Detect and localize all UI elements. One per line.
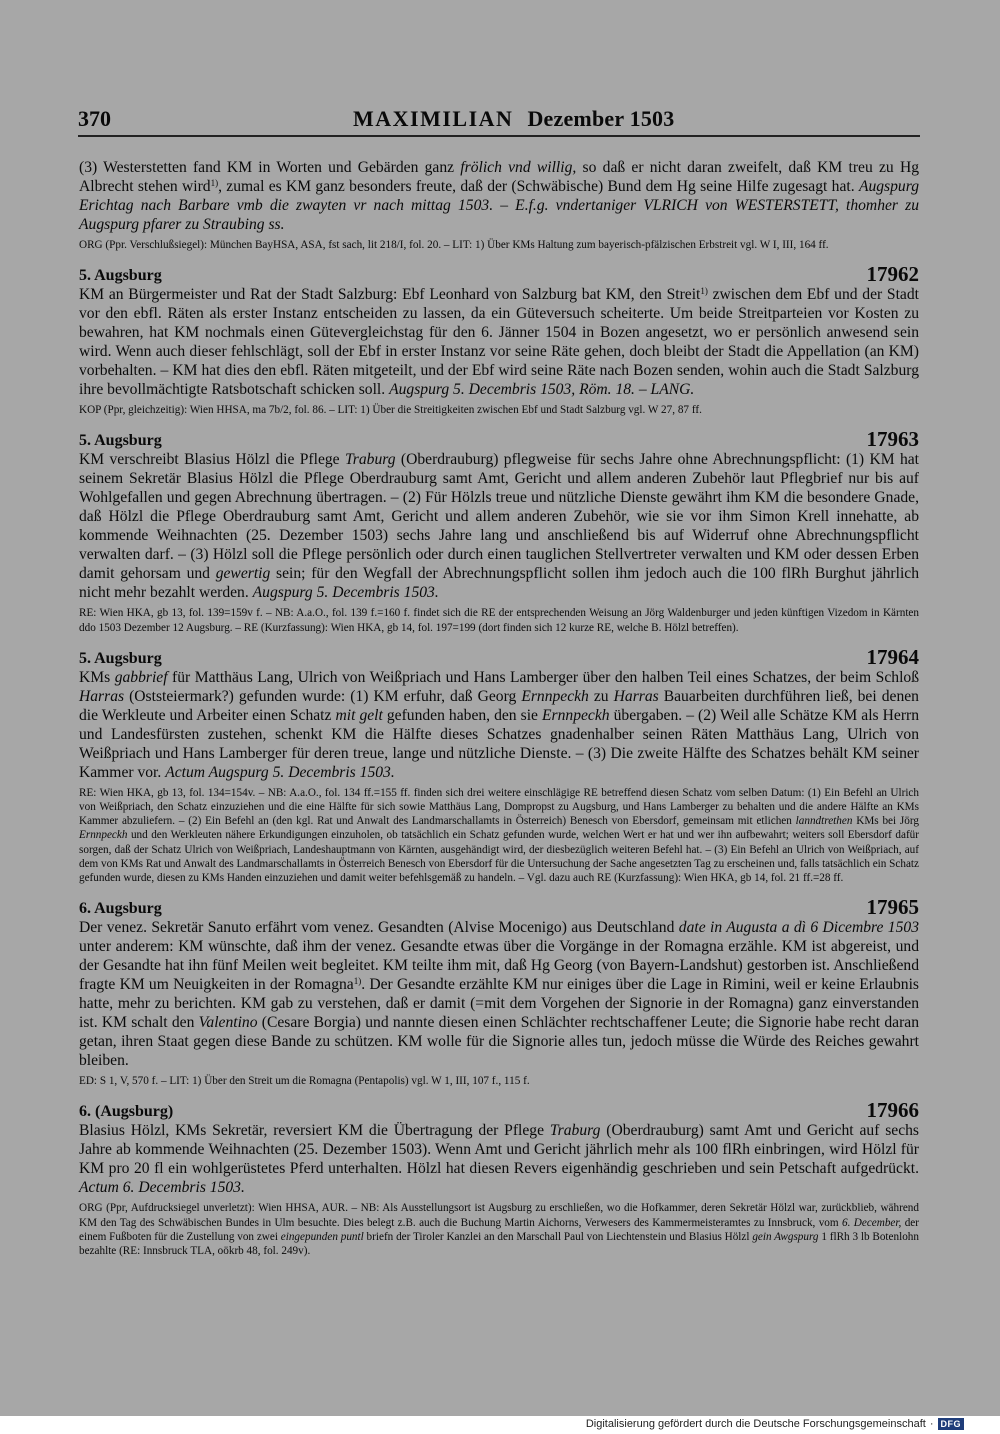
- text-run: (3) Westerstetten fand KM in Worten und Gebärden ganz: [79, 159, 455, 176]
- text-run: Blasius Hölzl, KMs Sekretär, reversiert KM die Übertragung der Pflege: [79, 1122, 545, 1140]
- italic-run: date in Augusta a dì 6 Dicembre 1503: [678, 919, 919, 937]
- entry-number: 17964: [866, 644, 919, 669]
- entry-number: 17962: [866, 262, 919, 287]
- entry-place: 6. (Augsburg): [79, 1103, 174, 1121]
- text-run: , zumal es KM ganz besonders freute, daß der (Schwäbische) Bund dem Hg seine Hilfe zugesagt hat.: [218, 178, 855, 195]
- entry-number: 17965: [866, 895, 919, 920]
- intro-entry: [79, 158, 919, 252]
- entry-text: [79, 668, 919, 782]
- text-run: so daß er nicht daran zweifelt, daß KM treu zu Hg Albrecht stehen wird: [79, 159, 919, 195]
- text-run: der einem Fußboten für die Zustellung von zwei: [79, 1216, 919, 1243]
- entry-head: [79, 429, 919, 450]
- entry-note: RE: Wien HKA, gb 13, fol. 139=159v f. – NB: A.a.O., fol. 139 f.=160 f. findet sich die RE der entsprechenden Weisung an Jörg Waldenburger und jeden künftigen Vizedom in Kärnten ddo 1503 Dezember 12 Augsburg. – RE (Kurzfassung): Wien HKA, gb 14, fol. 197=199 (dort finden sich 12 kurze RE, welche B. Hölzl betreffen).: [79, 607, 919, 634]
- text-run: KMs: [79, 668, 111, 686]
- italic-run: frölich vnd willig,: [460, 159, 577, 176]
- italic-run: Augspurg 5. Decembris 1503.: [252, 584, 439, 602]
- entry-note: [79, 786, 919, 885]
- page-content: [79, 158, 919, 1258]
- text-run: und den Werkleuten nähere Erkundigungen einzuholen, ob tatsächlich ein Schatz gefunden wurde, welchen Wert er hat und wer ihn aufbewahrt; weiters soll Ebersdorf dafür sorgen, daß der Schatz Ulrich von Weißpriach, Landeshauptmann von Kärnten, ausgehändigt wird, der diesbezüglich weiteren Befehl hat. – (3) Ein Befehl an Ulrich von Weißpriach, auf dem von KMs Rat und Anwalt des Landmarschallamts in Österreich Benesch von Ebersdorf für die Untersuchung der Sache angesetzten Tag zu erscheinen und, falls tatsächlich ein Schatz gefunden wurde, diesen zu KMs Handen einzuziehen und damit weiter befehlsgemäß zu handeln. – Vgl. dazu auch RE (Kurzfassung): Wien HKA, gb 14, fol. 21 ff.=28 ff.: [79, 829, 919, 885]
- entry-17962: [79, 264, 919, 417]
- running-title-date: Dezember 1503: [527, 106, 675, 131]
- header-rule: [78, 135, 920, 137]
- intro-text: [79, 158, 919, 234]
- text-run: 1 flRh 3 lb Botenlohn bezahlte (RE: Innsbruck TLA, oökrb 48, fol. 249v).: [79, 1230, 919, 1258]
- intro-note: ORG (Ppr. Verschlußsiegel): München BayHSA, ASA, fst sach, lit 218/I, fol. 20. – LIT: 1) Über KMs Haltung zum bayerisch-pfälzischen Erbstreit vgl. W I, III, 164 ff.: [79, 239, 829, 251]
- text-run: zwischen dem Ebf und der Stadt vor den ebfl. Räten als erster Instanz entscheiden zu lassen, da ein Güteversuch scheiterte. Um beide Streitparteien vor Kosten zu bewahren, hat KM nochmals einen Gütevergleichstag für den 6. Jänner 1504 in Bozen angesetzt, wo er persönlich anwesend sein wird. Wenn auch dieser fehlschlägt, soll der Ebf in erster Instanz vor seine Räte gehen, doch bleibt der Stadt die Appellation (an KM) vorbehalten. – KM hat dies den ebfl. Räten mitgeteilt, und der Ebf wird seine Räte nach Bozen senden, wohin auch die Stadt Salzburg ihre bevollmächtigte Ratsbotschaft schicken soll.: [79, 286, 919, 399]
- footer-credit-text: Digitalisierung gefördert durch die Deutsche Forschungsgemeinschaft: [585, 1418, 926, 1430]
- italic-run: Valentino: [198, 1014, 258, 1032]
- entry-text: [79, 285, 919, 399]
- entry-head: [79, 644, 919, 669]
- italic-run: lanndtrethen: [795, 815, 853, 828]
- entry-place: 5. Augsburg: [79, 432, 162, 450]
- entry-place: 5. Augsburg: [79, 267, 162, 285]
- italic-run: Traburg: [344, 451, 396, 469]
- text-run: . Der Gesandte erzählte KM nur einiges über die Lage in Rimini, weil er keine Erlaubnis hatte, mehr zu berichten. KM gab zu verstehen, daß er damit (=mit dem Vorgehen der Signorie in der Romagna) ganz einverstanden ist. KM schalt den: [79, 976, 919, 1032]
- italic-run: mit gelt: [335, 706, 383, 724]
- entry-17964: [79, 644, 919, 885]
- text-run: Bauarbeiten durchführen ließ, bei denen die Werkleute und Arbeiter einen Schatz: [79, 687, 919, 724]
- text-run: (Oberdrauburg) pflegweise für sechs Jahre ohne Abrechnungspflicht: (1) KM hat seinem Sekretär Blasius Hölzl die Pflege Oberdrauburg samt Amt, Gericht und allem anderen Zubehör laut Pflegbrief nur bis auf Wohlgefallen und gegen Abrechnung übertragen. – (2) Für Hölzls treue und nützliche Dienste gewährt ihm KM die besondere Gnade, daß Hölzl die Pflege Oberdrauburg samt Amt, Gericht und allem anderen Zubehör, wie sie vor ihm Simon Krell innehatte, ab kommende Weihnachten (25. Dezember 1503) sechs Jahre lang und anschließend bis auf Widerruf ohne Abrechnungspflicht verwalten darf. – (3) Hölzl soll die Pflege persönlich oder durch einen tauglichen Stellvertreter verwalten und KM oder dessen Erben damit gehorsam und: [79, 451, 919, 583]
- footnote-mark: 1): [700, 286, 708, 297]
- entry-place: 5. Augsburg: [79, 649, 162, 667]
- italic-run: Augspurg 5. Decembris 1503, Röm. 18. – LANG.: [389, 381, 695, 399]
- text-run: ORG (Ppr, Aufdrucksiegel unverletzt): Wien HHSA, AUR. – NB: Als Ausstellungsort ist Augsburg zu erschließen, wo die Hofkammer, deren Sekretär Hölzl war, zurückblieb, während KM den Tag des Schwäbischen Bundes in Ulm besuchte. Dies belegt z.B. auch die Buchung Martin Aichorns, Verwesers des Kammermeisteramtes zu Innsbruck, vom: [79, 1202, 919, 1229]
- text-run: für Matthäus Lang, Ulrich von Weißpriach und Hans Lamberger über den halben Teil eines Schatzes, der beim Schloß: [172, 668, 919, 686]
- entry-17966: [79, 1100, 919, 1258]
- footer-separator: ·: [929, 1418, 934, 1430]
- entry-number: 17963: [866, 427, 919, 452]
- entry-head: [79, 264, 919, 285]
- running-title: [353, 106, 674, 132]
- italic-run: Harras: [613, 687, 659, 705]
- page-header: [78, 106, 918, 136]
- footnote-mark: 1): [210, 178, 219, 188]
- running-title-name: MAXIMILIAN: [353, 106, 514, 131]
- entry-head: [79, 897, 919, 918]
- text-run: gefunden haben, den sie: [386, 706, 538, 724]
- text-run: RE: Wien HKA, gb 13, fol. 134=154v. – NB: A.a.O., fol. 134 ff.=155 ff. finden sich drei weitere einschlägige RE betreffend diesen Schatz vom selben Datum: (1) Ein Befehl an Ulrich von Weißpriach, den Schatz einzuziehen und die eine Hälfte für sich sowie Matthäus Lang, Dompropst zu Augsburg, und Hans Lamberger zu behalten und die andere Hälfte an KMs Kammer abzuliefern. – (2) Ein Befehl an (den kgl. Rat und Anwalt des Landmarschallamts in Österreich) Benesch von Ebersdorf, gemeinsam mit etlichen: [79, 786, 919, 828]
- text-run: KM an Bürgermeister und Rat der Stadt Salzburg: Ebf Leonhard von Salzburg bat KM, den Streit: [79, 286, 701, 304]
- text-run: KM verschreibt Blasius Hölzl die Pflege: [79, 451, 340, 469]
- page-number: 370: [78, 106, 111, 131]
- entry-note: KOP (Ppr, gleichzeitig): Wien HHSA, ma 7b/2, fol. 86. – LIT: 1) Über die Streitigkeiten zwischen Ebf und Stadt Salzburg vgl. W 27, 87 ff.: [79, 404, 702, 417]
- text-run: sein; für den Wegfall der Abrechnungspflicht sollen ihm jedoch auch die 100 flRh Burghut jährlich nicht mehr bezahlt werden.: [79, 565, 920, 602]
- text-run: (Oberdrauburg) samt Amt und Gericht auf sechs Jahre ab kommende Weihnachten (25. Dezember 1503). Wenn Amt und Gericht jährlich mehr als 100 flRh einbringen, wird Hölzl für KM pro 20 fl ein wohlgerüstetes Pferd unterhalten. Hölzl hat diesen Revers eigenhändig geschrieben und sein Petschaft aufgedrückt.: [79, 1122, 919, 1178]
- italic-run: Actum Augspurg 5. Decembris 1503.: [165, 763, 395, 781]
- entry-text: [79, 1121, 919, 1197]
- entry-place: 6. Augsburg: [79, 900, 162, 918]
- italic-run: gewertig: [215, 565, 271, 583]
- entry-17963: [79, 429, 919, 634]
- text-run: übergaben. – (2) Weil alle Schätze KM als Herrn und Landesfürsten zustehen, schenkt KM die Hälfte dieses Schatzes gnadenhalber seinen Räten Matthäus Lang, Ulrich von Weißpriach und Hans Lamberger für deren treue, lange und nützliche Dienste. – (3) Die zweite Hälfte des Schatzes behält KM seiner Kammer vor.: [79, 706, 919, 781]
- entry-head: [79, 1100, 919, 1121]
- italic-run: gein Awgspurg: [752, 1230, 819, 1243]
- italic-run: Actum 6. Decembris 1503.: [79, 1179, 245, 1197]
- italic-run: Ernnpeckh: [542, 706, 610, 724]
- italic-run: gabbrief: [114, 668, 168, 686]
- text-run: (Cesare Borgia) und nannte diesen einen Schlächter rechtschaffener Leute; die Signorie habe recht daran getan, ihren Staat gegen diese Bande zu schützen. KM wolle für die Signorie alles tun, jedoch müsse die Würde des Reiches gewahrt bleiben.: [79, 1014, 919, 1070]
- italic-run: Harras: [79, 687, 125, 705]
- entry-note: ED: S 1, V, 570 f. – LIT: 1) Über den Streit um die Romagna (Pentapolis) vgl. W 1, III, 107 f., 115 f.: [79, 1075, 530, 1088]
- italic-run: Ernnpeckh: [79, 829, 128, 842]
- entry-text: [79, 450, 919, 602]
- italic-run: Traburg: [549, 1122, 601, 1140]
- footer-credit: [586, 1418, 964, 1430]
- italic-run: eingepunden puntl: [280, 1230, 364, 1243]
- italic-run: 6. December,: [842, 1216, 902, 1229]
- text-run: briefn der Tiroler Kanzlei an den Marschall Paul von Liechtenstein und Blasius Hölzl: [366, 1230, 750, 1243]
- entry-note: [79, 1201, 919, 1258]
- text-run: unter anderem: KM wünschte, daß ihm der venez. Gesandte etwas über die Vorgänge in der Romagna erzähle. KM ist abgereist, und der Gesandte hat ihn fünf Meilen weit begleitet. KM teilte ihm mit, daß Hg Georg (von Bayern-Landshut) gestorben ist. Anschließend fragte KM um Neuigkeiten in der Romagna: [79, 938, 919, 994]
- text-run: zu: [593, 687, 609, 705]
- text-run: (Oststeiermark?) gefunden wurde: (1) KM erfuhr, daß Georg: [129, 687, 517, 705]
- entry-text: [79, 918, 919, 1070]
- italic-run: Ernnpeckh: [521, 687, 589, 705]
- italic-run: Augspurg Erichtag nach Barbare vmb die zwayten vr nach mittag 1503. – E.f.g. vndertaniger VLRICH von WESTERSTETT, thomher zu Augspurg pfarer zu Straubing ss.: [79, 178, 920, 233]
- entry-number: 17966: [866, 1098, 919, 1123]
- dfg-logo-icon[interactable]: DFG: [938, 1418, 965, 1430]
- text-run: Der venez. Sekretär Sanuto erfährt vom venez. Gesandten (Alvise Mocenigo) aus Deutschland: [79, 919, 675, 937]
- footnote-mark: 1): [353, 976, 362, 987]
- entry-17965: [79, 897, 919, 1088]
- text-run: KMs bei Jörg: [856, 815, 919, 828]
